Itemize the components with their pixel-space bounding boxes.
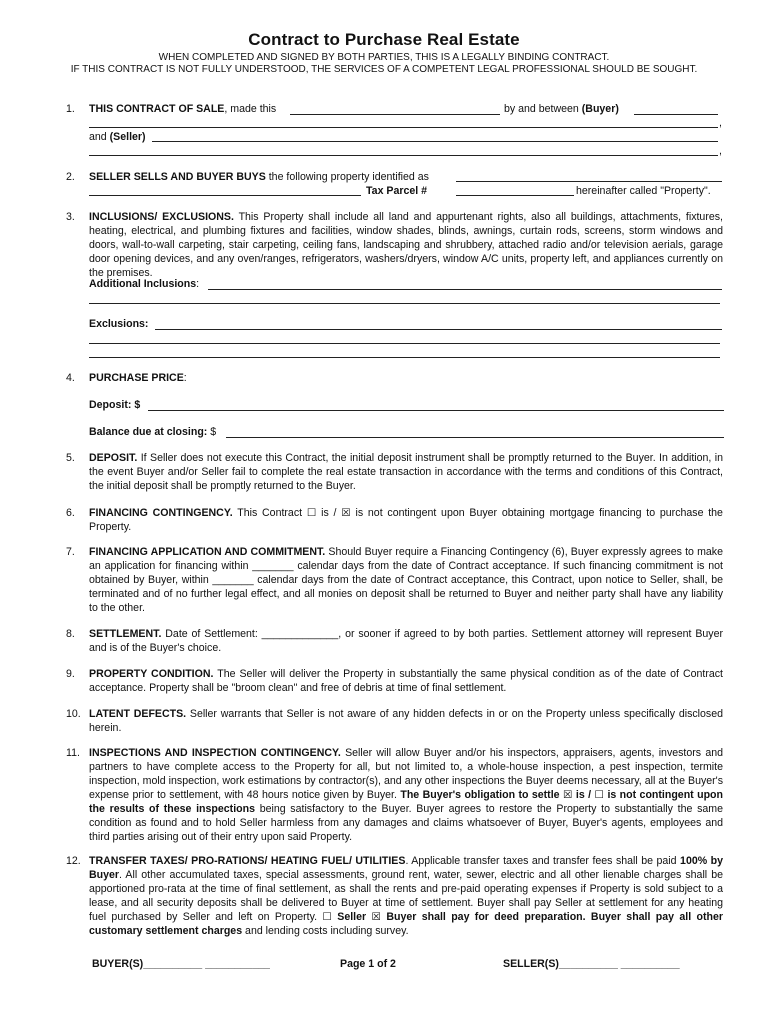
section-label: SELLER SELLS AND BUYER BUYS [89, 171, 266, 183]
legal-advice-notice: IF THIS CONTRACT IS NOT FULLY UNDERSTOOD, THE SERVICES OF A COMPETENT LEGAL PROFESSIONAL SHOULD BE SOUGHT. [70, 64, 698, 75]
buyer-label: (Buyer) [581, 103, 619, 115]
checkbox-seller[interactable]: ☐ [322, 911, 332, 923]
section-text: Seller warrants that Seller is not aware of any hidden defects in or on the Property unless specifically disclosed herein. [89, 708, 723, 734]
section-label: THIS CONTRACT OF SALE [89, 103, 225, 115]
section-number: 5. [66, 452, 75, 464]
checkbox-is[interactable]: ☐ [306, 507, 317, 519]
section-label: TRANSFER TAXES/ PRO-RATIONS/ HEATING FUEL/ UTILITIES [89, 855, 406, 867]
section-text-2: . All other accumulated taxes, special assessments, ground rent, water, sewer, electric and all other lienable charges shall be apportioned pro-rata at the time of final settlement, as shall the rents and pre-paid operating expenses if Property is sold subject to a lease, and all security deposits shall be delivered to Buyer at time of settlement. Buyer shall pay Seller at settlement for any heating fuel purchased by Seller and left on Property. [89, 869, 723, 923]
section-text: the following property identified as [268, 171, 429, 183]
obligation-text: The Buyer's obligation to settle [400, 789, 560, 801]
section-label: INCLUSIONS/ EXCLUSIONS. [89, 211, 234, 223]
checkbox-is-not[interactable]: ☒ [341, 507, 351, 519]
section-text: This Contract [237, 507, 303, 519]
seller-option-text: Seller [337, 911, 367, 923]
seller-initials-field[interactable]: SELLER(S)__________ __________ [503, 958, 680, 970]
document-title: Contract to Purchase Real Estate [248, 30, 520, 49]
section-number: 7. [66, 546, 75, 558]
section-text-2: is not contingent upon Buyer obtaining mortgage financing to purchase the Property. [89, 507, 723, 533]
and-text: and [89, 131, 107, 143]
section-number: 6. [66, 507, 75, 519]
comma: , [719, 145, 722, 157]
section-label: SETTLEMENT. [89, 628, 162, 640]
exclusions-field[interactable] [155, 329, 722, 330]
seller-name-field[interactable] [152, 141, 718, 142]
hereinafter-text: hereinafter called "Property". [576, 185, 711, 197]
exclusions-field-3[interactable] [89, 357, 720, 358]
section-number: 4. [66, 372, 75, 384]
section-text: . Applicable transfer taxes and transfer fees shall be paid [405, 855, 677, 867]
buyer-pays-text: 100% by Buyer [89, 855, 723, 881]
page-number: Page 1 of 2 [340, 958, 396, 970]
additional-inclusions-field-2[interactable] [89, 303, 720, 304]
buyer-name-field-2[interactable] [89, 127, 718, 128]
section-number: 8. [66, 628, 75, 640]
is-text: is / [321, 507, 337, 519]
section-number: 11. [66, 747, 80, 759]
exclusions-field-2[interactable] [89, 343, 720, 344]
property-id-field-2[interactable] [89, 195, 361, 196]
seller-name-field-2[interactable] [89, 155, 718, 156]
balance-label: Balance due at closing: [89, 426, 208, 438]
section-number: 1. [66, 103, 75, 115]
deposit-label: Deposit: $ [89, 399, 141, 411]
section-text: This Property shall include all land and appurtenant rights, also all buildings, attachments, fixtures, heating, electrical, and plumbing fixtures and facilities, window shades, blinds, awnings, curtain rods, screens, storm windows and doors, wall-to-wall carpeting, stair carpeting, ceiling fans, landscaping and shrubbery, attached radio and/or television aerials, garage door opening devices, and any oven/ranges, refrigerators, washers/dryers, window A/C units, property left, and appliances currently on the premises. [89, 211, 723, 279]
additional-inclusions-field[interactable] [208, 289, 722, 290]
date-field[interactable] [290, 114, 500, 115]
buyer-initials-field[interactable]: BUYER(S)__________ ___________ [92, 958, 270, 970]
checkbox-is[interactable]: ☒ [562, 789, 573, 801]
buyer-name-field[interactable] [634, 114, 718, 115]
contingency-text: is not contingent upon the results of these inspections [89, 789, 723, 815]
section-label: INSPECTIONS AND INSPECTION CONTINGENCY. [89, 747, 341, 759]
section-text: Seller will allow Buyer and/or his inspectors, appraisers, agents, investors and partners to have complete access to the Property for all, but not limited to, a whole-house inspection, a pest inspection, termite inspection, mold inspection, work estimations by contractor(s), and any other inspections the Buyer deems necessary, all at the Buyer's expense prior to settlement, with 48 hours notice given by Buyer. [89, 747, 723, 801]
section-label: FINANCING CONTINGENCY. [89, 507, 233, 519]
section-number: 10. [66, 708, 81, 720]
made-this-text: , made this [224, 103, 277, 115]
binding-notice: WHEN COMPLETED AND SIGNED BY BOTH PARTIES, THIS IS A LEGALLY BINDING CONTRACT. [158, 52, 610, 63]
section-text: Date of Settlement: _____________, or sooner if agreed to by both parties. Settlement attorney will represent Buyer and is of the Buyer's choice. [89, 628, 723, 654]
section-label: PURCHASE PRICE [89, 372, 184, 384]
property-id-field[interactable] [456, 181, 722, 182]
checkbox-is-not[interactable]: ☐ [594, 789, 605, 801]
section-text: The Seller will deliver the Property in substantially the same physical condition as of the date of Contract acceptance. Property shall be "broom clean" and free of debris at time of final settlement. [89, 668, 723, 694]
section-text: Should Buyer require a Financing Contingency (6), Buyer expressly agrees to make an application for financing within _______ calendar days from the date of Contract acceptance. If such financing commitment is not obtained by Buyer, within _______ calendar days from the date of Contract acceptance, this Contract, upon notice to Seller, shall, be terminated and of no further legal effect, and all monies on deposit shall be returned to Buyer and neither party shall have any liability to the other. [89, 546, 723, 614]
tax-parcel-field[interactable] [456, 195, 574, 196]
deed-preparation-text: Buyer shall pay for deed preparation. Buyer shall pay all other customary settlement charges [89, 911, 724, 937]
seller-label: (Seller) [109, 131, 146, 143]
section-number: 2. [66, 171, 75, 183]
is-text: is / [575, 789, 592, 801]
comma: , [719, 117, 722, 129]
checkbox-buyer[interactable]: ☒ [371, 911, 381, 923]
additional-inclusions-label: Additional Inclusions [89, 278, 197, 290]
contract-page: Contract to Purchase Real Estate WHEN COMPLETED AND SIGNED BY BOTH PARTIES, THIS IS A LEGALLY BINDING CONTRACT. IF THIS CONTRACT IS NOT FULLY UNDERSTOOD, THE SERVICES OF A COMPETENT LEGAL PROFESSIONAL SHOULD BE SOUGHT. 1. THIS CONTRACT OF SALE, made this by and between (Buyer) , and (Seller) , 2. SELLER SELLS AND BUYER BUYS the following property identified as Tax Parcel # hereinafter called "Property". 3. INCLUSIONS/ EXCLUSIONS. This Property shall include all land and appurtenant rights, also all buildings, attachments, fixtures, heating, electrical, and plumbing fixtures and facilities, window shades, blinds, awnings, curtain rods, screens, storm windows and doors, wall-to-wall carpeting, stair carpeting, ceiling fans, landscaping and shrubbery, attached radio and/or television aerials, garage door opening devices, and any oven/ranges, refrigerators, washers/dryers, window A/C units, property left, and appliances currently on the premises. Additional Inclusions: Exclusions: 4. PURCHASE PRICE: Deposit: $ Balance due at closing: $ 5. DEPOSIT. If Seller does not execute this Contract, the initial deposit instrument shall be promptly returned to the Buyer. In addition, in the event Buyer and/or Seller fail to complete the real estate transaction in accordance with the terms and conditions of this Contract, the initial deposit shall be promptly returned to the Buyer. 6. FINANCING CONTINGENCY. This Contract ☐ is / ☒ is not contingent upon Buyer obtaining mortgage financing to purchase the Property. 7. FINANCING APPLICATION AND COMMITMENT. Should Buyer require a Financing Contingency (6), Buyer expressly agrees to make an application for financing within _______ calendar days from the date of Contract acceptance. If such financing commitment is not obtained by Buyer, within _______ calendar days from the date of Contract acceptance, this Contract, upon notice to Seller, shall, be terminated and of no further legal effect, and all monies on deposit shall be returned to Buyer and neither party shall have any liability to the other. 8. SETTLEMENT. Date of Settlement: _____________, or sooner if agreed to by both parties. Settlement attorney will represent Buyer and is of the Buyer's choice. 9. PROPERTY CONDITION. The Seller will deliver the Property in substantially the same physical condition as of the date of Contract acceptance. Property shall be "broom clean" and free of debris at time of final settlement. 10. LATENT DEFECTS. Seller warrants that Seller is not aware of any hidden defects in or on the Property unless specifically disclosed herein. 11. INSPECTIONS AND INSPECTION CONTINGENCY. Seller will allow Buyer and/or his inspectors, appraisers, agents, investors and partners to have complete access to the Property for all, but not limited to, a whole-house inspection, a pest inspection, termite inspection, mold inspection, work estimations by contractor(s), and any other inspections the Buyer deems necessary, all at the Buyer's expense prior to settlement, with 48 hours notice given by Buyer. The Buyer's obligation to settle ☒ is / ☐ is not contingent upon the results of these inspections being satisfactory to the Buyer. Buyer agrees to restore the Property to substantially the same condition as found and to hold Seller harmless from any damages and claims whatsoever of Buyer, Buyer's agents, employees and third parties arising out of their entry upon said Property. 12. TRANSFER TAXES/ PRO-RATIONS/ HEATING FUEL/ UTILITIES. Applicable transfer taxes and transfer fees shall be paid 100% by Buyer. All other accumulated taxes, special assessments, ground rent, water, sewer, electric and all other lienable charges shall be apportioned pro-rata at the time of final settlement, as shall the rents and pre-paid operating expenses if Property is sold subject to a lease, and all security deposits shall be delivered to Buyer at time of settlement. Buyer shall pay Seller at settlement for any heating fuel purchased by Seller and left on Property. ☐ Seller ☒ Buyer shall pay for deed preparation. Buyer shall pay all other customary settlement charges and lending costs including survey. BUYER(S)__________ ___________ Page 1 of 2 SELLER(S)__________ __________ [0, 0, 768, 1024]
section-label: PROPERTY CONDITION. [89, 668, 214, 680]
section-label: FINANCING APPLICATION AND COMMITMENT. [89, 546, 326, 558]
between-text: by and between [504, 103, 579, 115]
section-number: 12. [66, 855, 81, 867]
exclusions-label: Exclusions: [89, 318, 149, 330]
deposit-field[interactable] [148, 410, 724, 411]
section-text: If Seller does not execute this Contract, the initial deposit instrument shall be promptly returned to the Buyer. In addition, in the event Buyer and/or Seller fail to complete the real estate transaction in accordance with the terms and conditions of this Contract, the initial deposit shall be promptly returned to the Buyer. [89, 452, 724, 492]
section-number: 3. [66, 211, 75, 223]
tax-parcel-label: Tax Parcel # [366, 185, 428, 197]
section-label: LATENT DEFECTS. [89, 708, 187, 720]
balance-field[interactable] [226, 437, 724, 438]
section-text-2: being satisfactory to the Buyer. Buyer agrees to restore the Property to substantially the same condition as found and to hold Seller harmless from any damages and claims whatsoever of Buyer, Buyer's agents, employees and third parties arising out of their entry upon said Property. [89, 803, 723, 843]
section-label: DEPOSIT. [89, 452, 138, 464]
section-number: 9. [66, 668, 75, 680]
dollar-sign: $ [210, 426, 217, 438]
section-text-3: and lending costs including survey. [245, 925, 409, 937]
